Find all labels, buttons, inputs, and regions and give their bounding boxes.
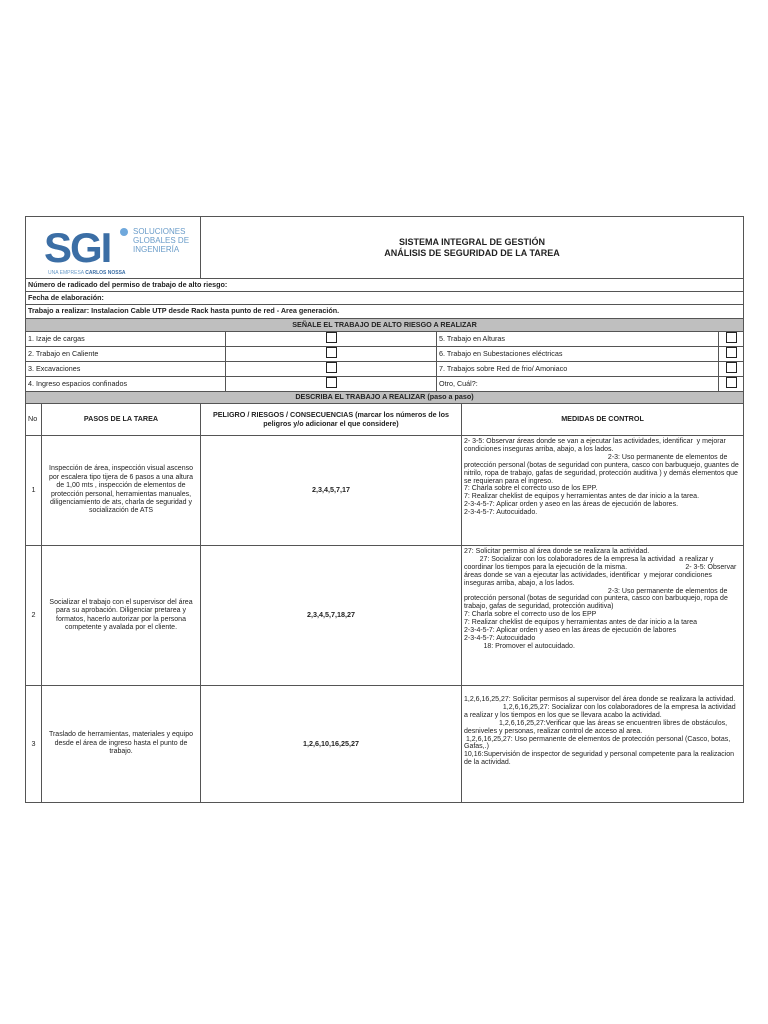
risk-checkbox-6[interactable] (719, 347, 744, 362)
company-logo (26, 218, 196, 278)
checkbox-icon[interactable] (726, 377, 737, 388)
checkbox-icon[interactable] (726, 332, 737, 343)
control-line: 7: Charla sobre el correcto uso de los EPP (464, 611, 597, 619)
control-measures[interactable] (462, 436, 744, 546)
form-table (25, 216, 744, 803)
risk-checkbox-7[interactable] (719, 362, 744, 377)
permit-number-field[interactable]: Número de radicado del permiso de trabajo de alto riesgo: (26, 279, 744, 292)
control-line: 1,2,6,16,25,27: Uso permanente de elementos de protección personal (Casco, botas, Gafas,.) (464, 735, 733, 751)
row-number: 3 (26, 686, 42, 803)
risk-checkbox-5[interactable] (719, 332, 744, 347)
checkbox-icon[interactable] (326, 362, 337, 373)
table-row (26, 686, 744, 803)
logo-cell (26, 217, 201, 279)
column-header-controls: MEDIDAS DE CONTROL (462, 404, 744, 436)
row-number: 2 (26, 546, 42, 686)
hazard-codes[interactable]: 2,3,4,5,7,18,27 (201, 546, 462, 686)
checkbox-icon[interactable] (726, 362, 737, 373)
risk-checkbox-other[interactable] (719, 377, 744, 392)
logo-name: SOLUCIONES GLOBALES DE INGENIERÍA (133, 226, 190, 254)
date-field[interactable]: Fecha de elaboración: (26, 292, 744, 305)
risk-checkbox-3[interactable] (226, 362, 437, 377)
risk-option-label: 2. Trabajo en Caliente (26, 347, 226, 362)
document-title (201, 217, 744, 279)
hazard-codes[interactable]: 2,3,4,5,7,17 (201, 436, 462, 546)
column-header-no: No (26, 404, 42, 436)
control-measures[interactable] (462, 686, 744, 803)
high-risk-heading: SEÑALE EL TRABAJO DE ALTO RIESGO A REALIZAR (26, 319, 744, 332)
risk-option-label: 5. Trabajo en Alturas (437, 332, 719, 347)
task-heading: DESCRIBA EL TRABAJO A REALIZAR (paso a paso) (26, 392, 744, 404)
risk-option-label: 1. Izaje de cargas (26, 332, 226, 347)
control-line: 7: Charla sobre el correcto uso de los EPP. (464, 485, 598, 493)
sgi-logo-icon (44, 224, 132, 268)
title-line-1: SISTEMA INTEGRAL DE GESTIÓN (399, 236, 546, 247)
control-line: 27: Socializar con los colaboradores de la empresa la actividad a realizar y coordinar los tiempos para la ejecución de la misma. 2- 3-5: Observar áreas donde se van a ejecutar las actividades, identificar y mejorar condiciones inseguras arriba, abajo, a los lados. (464, 555, 739, 587)
risk-option-label: 4. Ingreso espacios confinados (26, 377, 226, 392)
checkbox-icon[interactable] (326, 332, 337, 343)
control-line: 1,2,6,16,25,27:Verificar que las áreas se encuentren libres de obstáculos, desniveles y personas, realizar control de acceso al area. (464, 719, 730, 735)
control-line: 2-3: Uso permanente de elementos de protección personal (botas de seguridad con puntera, casco con barbuquejo, guantes de nitrilo, ropa de trabajo, gafas de seguridad, protección auditiva ) y demás elementos que se requieran para el ingreso. (464, 453, 741, 485)
row-number: 1 (26, 436, 42, 546)
control-line: 2-3: Uso permanente de elementos de protección personal (botas de seguridad con puntera, casco con barbuquejo, ropa de trabajo, gafas de seguridad, protección auditiva) (464, 587, 730, 611)
task-step[interactable]: Socializar el trabajo con el supervisor del área para su aprobación. Diligenciar pretarea y formatos, hacerlo autorizar por la persona competente y avalada por el cliente. (42, 546, 201, 686)
risk-checkbox-2[interactable] (226, 347, 437, 362)
risk-checkbox-1[interactable] (226, 332, 437, 347)
risk-checkbox-4[interactable] (226, 377, 437, 392)
safety-analysis-sheet (25, 216, 743, 803)
checkbox-icon[interactable] (726, 347, 737, 358)
checkbox-icon[interactable] (326, 347, 337, 358)
risk-option-label: Otro, Cuál?: (437, 377, 719, 392)
column-header-hazards: PELIGRO / RIESGOS / CONSECUENCIAS (marcar los números de los peligros y/o adicionar el que considere) (201, 404, 462, 436)
control-line: 10,16:Supervisión de inspector de seguridad y personal competente para la realizacion de la actividad. (464, 751, 737, 767)
control-line: 1,2,6,16,25,27: Socializar con los colaboradores de la empresa la actividad a realizar y los tiempos en los que se llevara acabo la actividad. (464, 703, 738, 719)
control-line: 7: Realizar cheklist de equipos y herramientas antes de dar inicio a la tarea (464, 619, 698, 627)
control-line: 2-3-4-5-7: Autocuidado (464, 634, 536, 642)
checkbox-icon[interactable] (326, 377, 337, 388)
control-line: 1,2,6,16,25,27: Solicitar permisos al supervisor del área donde se realizara la actividad. (464, 696, 736, 703)
control-line: 7: Realizar cheklist de equipos y herramientas antes de dar inicio a la tarea. (464, 493, 700, 501)
table-row (26, 546, 744, 686)
control-line: 2-3-4-5-7: Aplicar orden y aseo en las áreas de ejecución de labores. (464, 501, 679, 509)
svg-text:SGI: SGI (44, 223, 111, 268)
control-line: 2-3-4-5-7: Aplicar orden y aseo en las áreas de ejecución de labores (464, 627, 677, 635)
task-step[interactable]: Traslado de herramientas, materiales y equipo desde el área de ingreso hasta el punto de trabajo. (42, 686, 201, 803)
control-line: 18: Promover el autocuidado. (464, 642, 575, 650)
control-measures[interactable] (462, 546, 744, 686)
risk-option-label: 6. Trabajo en Subestaciones eléctricas (437, 347, 719, 362)
title-line-2: ANÁLISIS DE SEGURIDAD DE LA TAREA (384, 247, 560, 258)
control-line: 2-3-4-5-7: Autocuidado. (464, 509, 538, 517)
logo-tagline: UNA EMPRESA CARLOS NOSSA (48, 269, 126, 276)
task-step[interactable]: Inspección de área, inspección visual ascenso por escalera tipo tijera de 6 pasos a una altura de 1,00 mts , inspección de elementos de protección personal, herramientas manuales, diligenciamiento de ats, charla de seguridad y socialización de ATS (42, 436, 201, 546)
control-line: 2- 3-5: Observar áreas donde se van a ejecutar las actividades, identificar y mejorar condiciones inseguras arriba, abajo, a los lados. (464, 438, 728, 453)
control-line: 27: Solicitar permiso al área donde se realizara la actividad. (464, 548, 650, 555)
column-header-steps: PASOS DE LA TAREA (42, 404, 201, 436)
risk-option-label: 3. Excavaciones (26, 362, 226, 377)
work-description-field[interactable]: Trabajo a realizar: Instalacion Cable UTP desde Rack hasta punto de red - Area generación. (26, 305, 744, 319)
hazard-codes[interactable]: 1,2,6,10,16,25,27 (201, 686, 462, 803)
table-row (26, 436, 744, 546)
risk-option-label: 7. Trabajos sobre Red de frio/ Amoniaco (437, 362, 719, 377)
